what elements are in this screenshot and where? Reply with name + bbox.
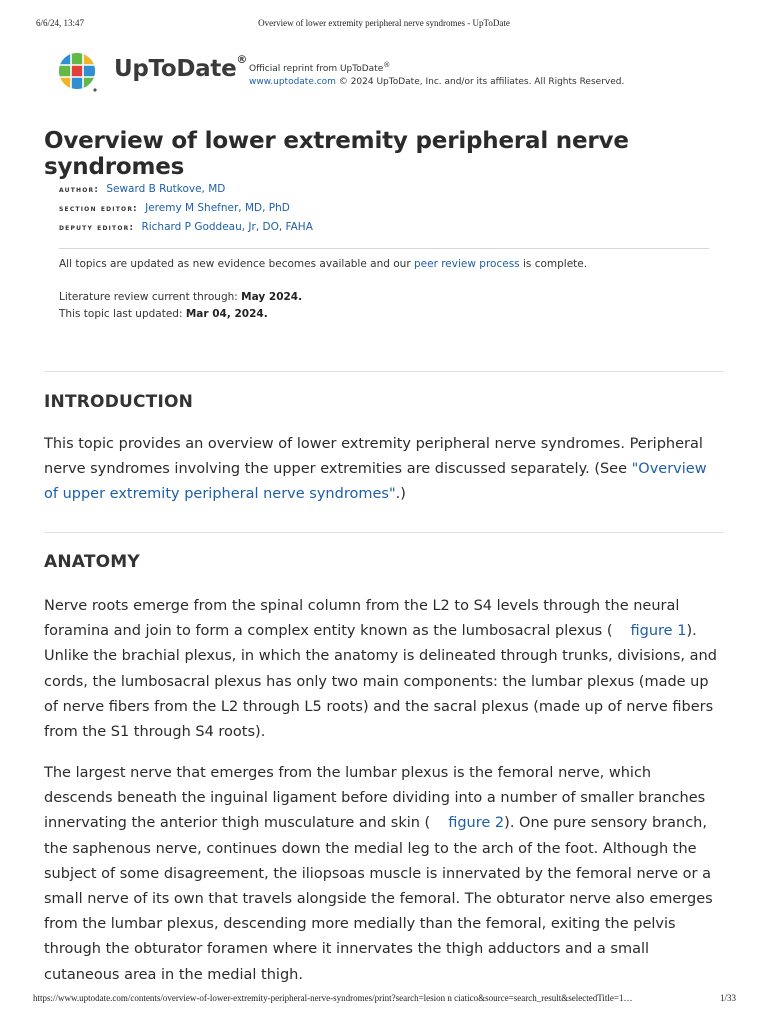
brand-name: UpToDate® (114, 53, 248, 82)
site-link[interactable]: www.uptodate.com (249, 77, 336, 87)
print-page-number: 1/33 (719, 993, 736, 1003)
credit-role: author (59, 185, 95, 195)
reprint-notice: Official reprint from UpToDate® www.uptodate.com © 2024 UpToDate, Inc. and/or its affiliates. All Rights Reserved. (249, 61, 625, 87)
copyright: © 2024 UpToDate, Inc. and/or its affiliates. All Rights Reserved. (338, 77, 625, 87)
print-page-title: Overview of lower extremity peripheral nerve syndromes - UpToDate (258, 18, 510, 28)
print-datetime: 6/6/24, 13:47 (36, 18, 85, 28)
upper-extremity-topic-link[interactable]: "Overview of upper extremity peripheral nerve syndromes" (44, 461, 707, 503)
review-dates (59, 289, 302, 323)
divider (44, 371, 724, 372)
print-header (0, 18, 768, 30)
section-heading-introduction: INTRODUCTION (44, 392, 194, 412)
anatomy-paragraph-2: The largest nerve that emerges from the lumbar plexus is the femoral nerve, which descends beneath the inguinal ligament before dividing into a number of smaller branches innervating the anterior thigh musculature and skin ( figure 2). One pure sensory branch, the saphenous nerve, continues down the medial leg to the arch of the foot. Although the subject of some disagreement, the iliopsoas muscle is innervated by the femoral nerve or a small nerve of its own that travels alongside the femoral. The obturator nerve also emerges from the lumbar plexus, descending more medially than the femoral, exiting the pelvis through the obturator foramen where it innervates the thigh adductors and a small cutaneous area in the medial thigh. (44, 765, 713, 983)
anatomy-paragraph-1: Nerve roots emerge from the spinal column from the L2 to S4 levels through the neural foramina and join to form a complex entity known as the lumbosacral plexus ( figure 1). Unlike the brachial plexus, in which the anatomy is delineated through trunks, divisions, and cords, the lumbosacral plexus has only two main components: the lumbar plexus (made up of nerve fibers from the L2 through L5 roots) and the sacral plexus (made up of nerve fibers from the S1 through S4 roots). (44, 598, 717, 741)
peer-review-link[interactable]: peer review process (413, 258, 520, 270)
print-url: https://www.uptodate.com/contents/overview-of-lower-extremity-peripheral-nerve-syndromes/print?search=lesion n ciatico&source=search_result&selectedTitle=1… (33, 993, 633, 1003)
figure-1-link[interactable]: figure 1 (630, 623, 687, 640)
figure-2-link[interactable]: figure 2 (448, 815, 505, 832)
reprint-line: Official reprint from UpToDate (249, 64, 384, 74)
brand-bar (58, 52, 698, 94)
uptodate-logo-icon (58, 52, 98, 92)
credit-role: deputy editor (59, 223, 130, 233)
introduction-paragraph: This topic provides an overview of lower extremity peripheral nerve syndromes. Peripheral nerve syndromes involving the upper extremities are discussed separately. (See "Overview of upper extremity peripheral nerve syndromes".) (44, 436, 707, 503)
author-link[interactable]: Seward B Rutkove, MD (106, 183, 226, 195)
credit-author: author: Seward B Rutkove, MD (59, 183, 226, 195)
update-note: All topics are updated as new evidence becomes available and our peer review process is complete. (59, 258, 588, 270)
credit-section-editor: section editor: Jeremy M Shefner, MD, PhD (59, 202, 290, 214)
divider (44, 532, 724, 533)
section-heading-anatomy: ANATOMY (44, 552, 140, 572)
credit-role: section editor (59, 204, 134, 214)
section-editor-link[interactable]: Jeremy M Shefner, MD, PhD (145, 202, 290, 214)
credits (59, 180, 313, 237)
topic-updated-date: This topic last updated: Mar 04, 2024. (59, 308, 268, 320)
literature-review-date: Literature review current through: May 2024. (59, 291, 303, 303)
credit-deputy-editor: deputy editor: Richard P Goddeau, Jr, DO, FAHA (59, 221, 313, 233)
divider (59, 248, 709, 249)
print-footer (0, 993, 768, 1005)
page-title: Overview of lower extremity peripheral nerve syndromes (44, 128, 629, 180)
deputy-editor-link[interactable]: Richard P Goddeau, Jr, DO, FAHA (141, 221, 313, 233)
